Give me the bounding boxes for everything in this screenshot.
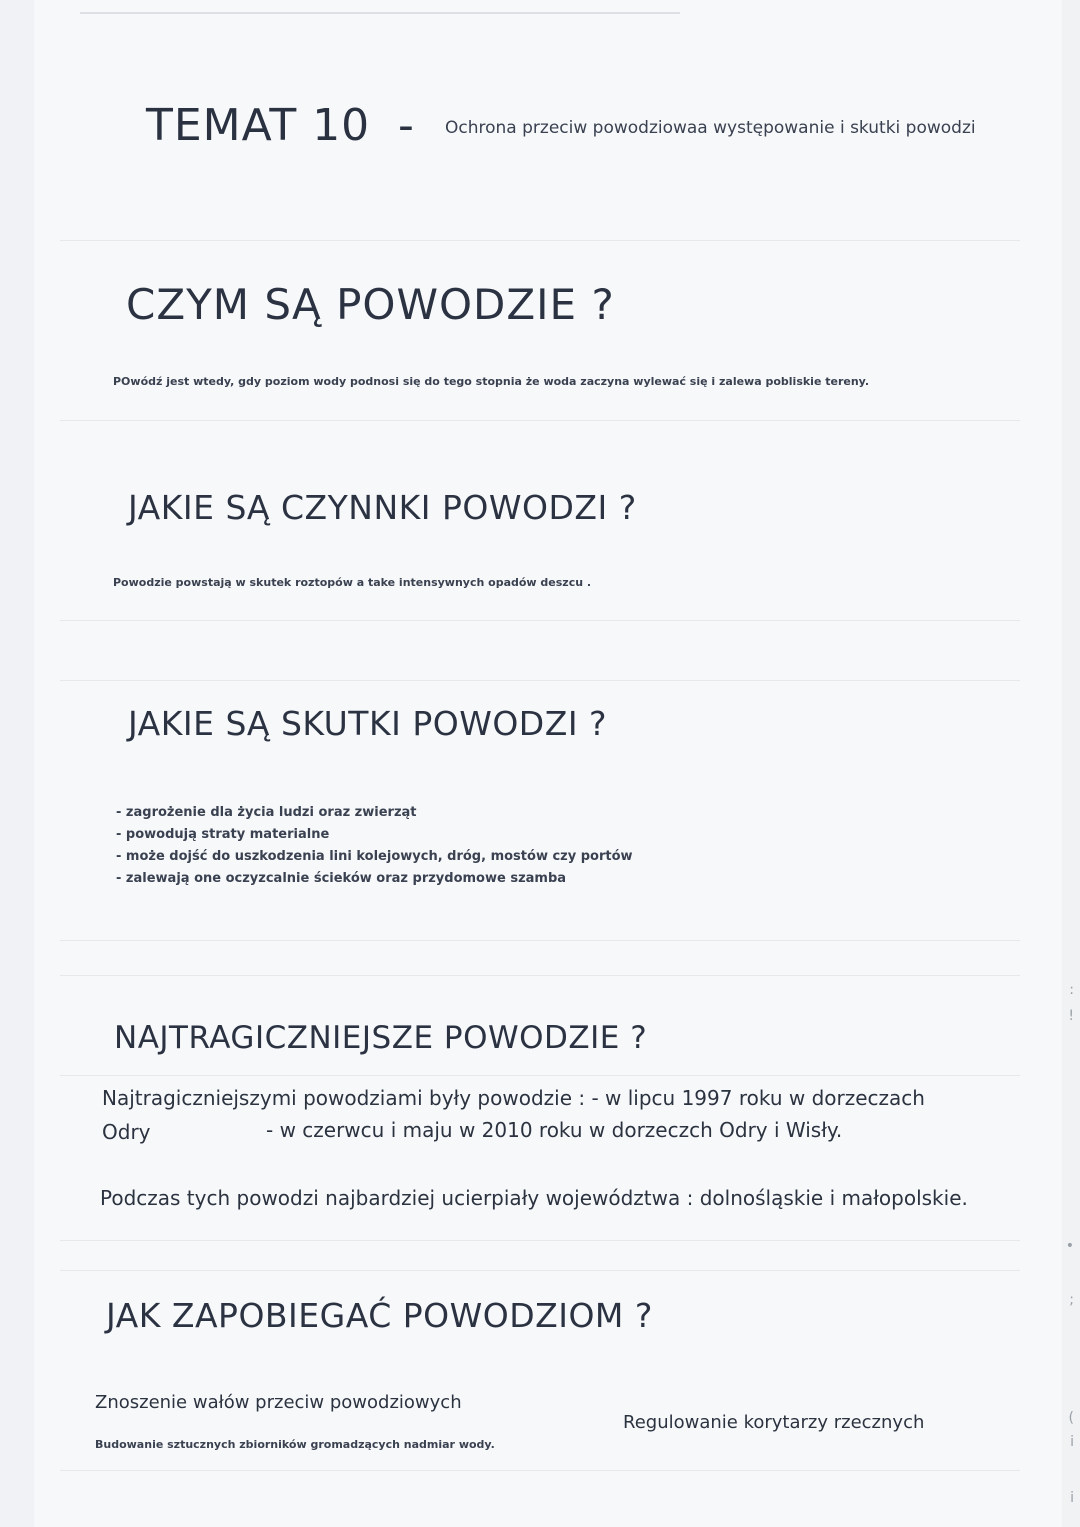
- grid-rule: [60, 940, 1020, 941]
- effect-list-item: - może dojść do uszkodzenia lini kolejowych, dróg, mostów czy portów: [116, 849, 633, 864]
- prevention-item-river-regulation: Regulowanie korytarzy rzecznych: [623, 1412, 925, 1433]
- heading-flood-effects: JAKIE SĄ SKUTKI POWODZI ?: [128, 704, 608, 743]
- heading-flood-prevention: JAK ZAPOBIEGAĆ POWODZIOM ?: [106, 1296, 653, 1335]
- text-tragic-line-1: Najtragiczniejszymi powodziami były powodzie : - w lipcu 1997 roku w dorzeczach: [102, 1086, 925, 1110]
- top-fold-line: [80, 12, 680, 14]
- margin-mark: !: [1068, 1008, 1074, 1024]
- page-left-edge: [0, 0, 34, 1527]
- grid-rule: [60, 1240, 1020, 1241]
- margin-mark: (: [1068, 1410, 1074, 1426]
- grid-rule: [60, 240, 1020, 241]
- topic-dash: -: [398, 100, 415, 151]
- text-flood-factors: Powodzie powstają w skutek roztopów a take intensywnych opadów deszcu .: [113, 576, 592, 589]
- prevention-item-embankments: Znoszenie wałów przeciw powodziowych: [95, 1392, 462, 1413]
- topic-title: TEMAT 10: [146, 100, 371, 151]
- heading-flood-factors: JAKIE SĄ CZYNNKI POWODZI ?: [128, 488, 637, 527]
- text-tragic-line-2b: - w czerwcu i maju w 2010 roku w dorzeczch Odry i Wisły.: [266, 1118, 843, 1142]
- grid-rule: [60, 420, 1020, 421]
- effect-list-item: - zagrożenie dla życia ludzi oraz zwierząt: [116, 805, 417, 820]
- prevention-item-reservoirs: Budowanie sztucznych zbiorników gromadzących nadmiar wody.: [95, 1438, 495, 1451]
- grid-rule: [60, 975, 1020, 976]
- effect-list-item: - zalewają one oczyzcalnie ścieków oraz przydomowe szamba: [116, 871, 567, 886]
- text-what-are-floods: POwódź jest wtedy, gdy poziom wody podnosi się do tego stopnia że woda zaczyna wylewać się i zalewa pobliskie tereny.: [113, 375, 870, 388]
- margin-mark: i: [1070, 1490, 1074, 1506]
- text-tragic-line-3: Podczas tych powodzi najbardziej ucierpiały województwa : dolnośląskie i małopolskie.: [100, 1186, 968, 1210]
- margin-mark: i: [1070, 1434, 1074, 1450]
- grid-rule: [60, 1075, 1020, 1076]
- topic-subtitle: Ochrona przeciw powodziowaa występowanie i skutki powodzi: [445, 118, 976, 138]
- grid-rule: [60, 1470, 1020, 1471]
- grid-rule: [60, 620, 1020, 621]
- margin-mark: :: [1069, 982, 1074, 998]
- heading-what-are-floods: CZYM SĄ POWODZIE ?: [126, 280, 615, 329]
- margin-mark: •: [1065, 1238, 1074, 1254]
- effect-list-item: - powodują straty materialne: [116, 827, 330, 842]
- heading-most-tragic-floods: NAJTRAGICZNIEJSZE POWODZIE ?: [114, 1020, 648, 1056]
- text-tragic-line-2a: Odry: [102, 1120, 151, 1144]
- grid-rule: [60, 680, 1020, 681]
- margin-mark: ;: [1069, 1292, 1074, 1308]
- grid-rule: [60, 1270, 1020, 1271]
